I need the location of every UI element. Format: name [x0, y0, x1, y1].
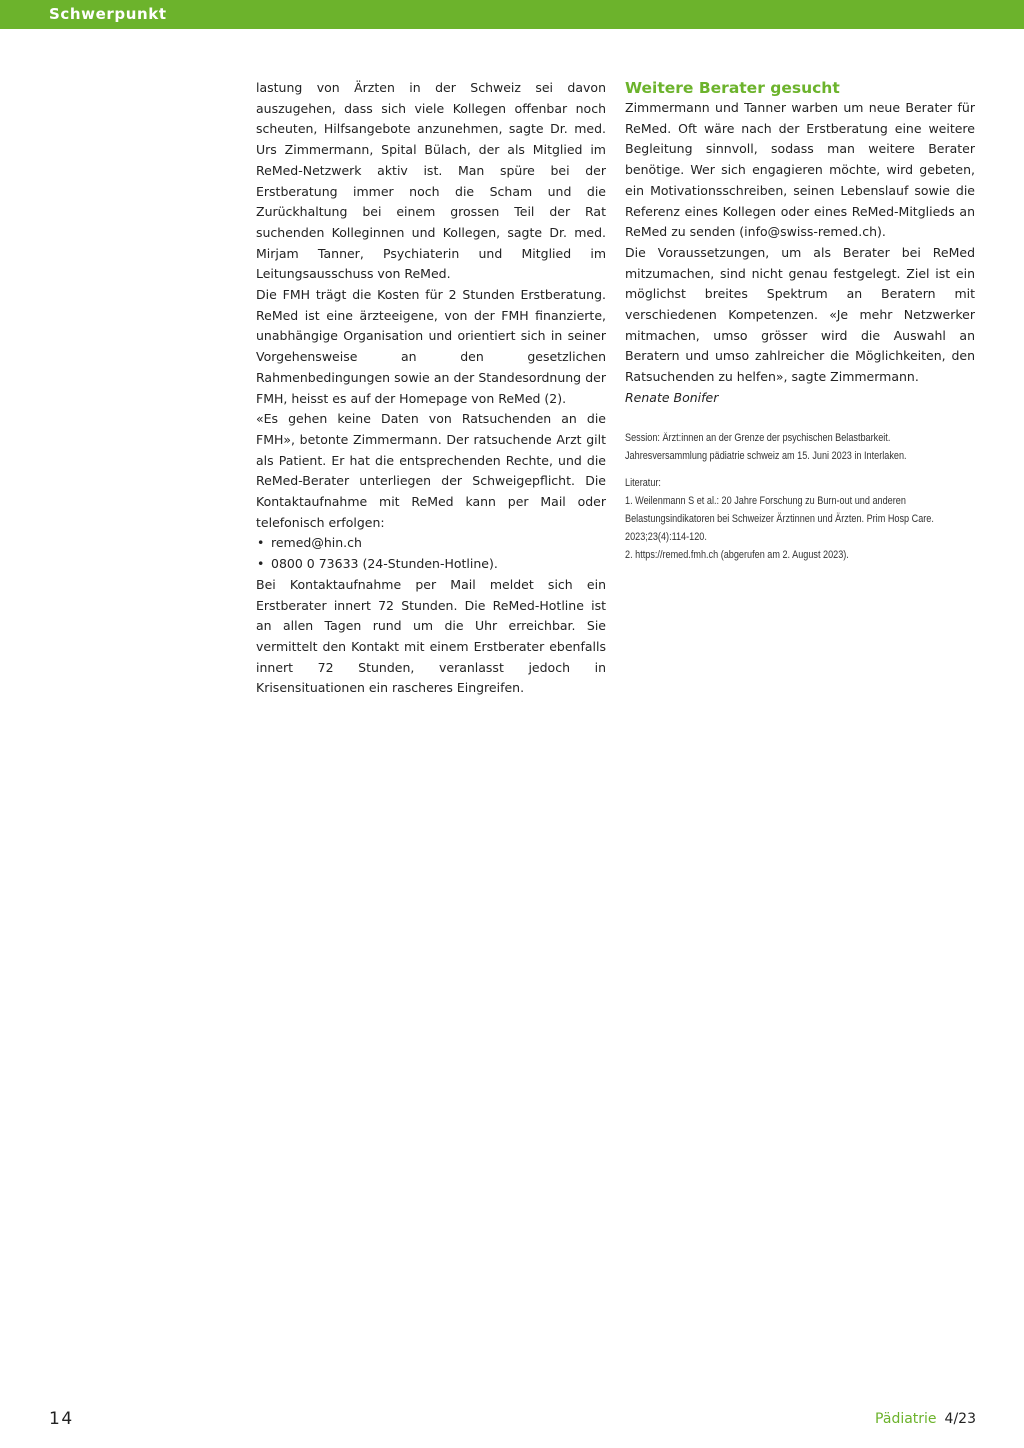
session-text: Session: Ärzt:innen an der Grenze der psychischen Belastbarkeit. Jahresversammlung pädiatrie schweiz am 15. Juni 2023 in Interlaken.: [625, 431, 907, 462]
paragraph: «Es gehen keine Daten von Ratsuchenden an die FMH», betonte Zimmermann. Der ratsuchende Arzt gilt als Patient. Er hat die entsprechenden Rechte, und die ReMed-Berater unterliegen der Schweigepflicht. Die Kontaktaufnahme mit ReMed kann per Mail oder telefonisch erfolgen:: [256, 411, 606, 530]
paragraph: Bei Kontaktaufnahme per Mail meldet sich ein Erstberater innert 72 Stunden. Die ReMed-Hotline ist an allen Tagen rund um die Uhr erreichbar. Sie vermittelt den Kontakt mit einem Erstberater ebenfalls innert 72 Stunden, veranlasst jedoch in Krisensituationen ein rascheres Eingreifen.: [256, 576, 606, 696]
paragraph: Die FMH trägt die Kosten für 2 Stunden Erstberatung. ReMed ist eine ärzteeigene, von der FMH finanzierte, unabhängige Organisation und orientiert sich in seiner Vorgehensweise an den gesetzlichen Rahmenbedingungen sowie an der Standesordnung der FMH, heisst es auf der Homepage von ReMed (2).: [256, 287, 606, 406]
left-column: [256, 78, 606, 699]
journal-footer: [875, 1411, 976, 1427]
header-bar: [0, 0, 1024, 29]
contact-email[interactable]: • remed@hin.ch: [256, 533, 606, 554]
page-number: 14: [49, 1409, 74, 1429]
paragraph: Zimmermann und Tanner warben um neue Berater für ReMed. Oft wäre nach der Erstberatung eine weitere Begleitung sinnvoll, sodass man weitere Berater benötige. Wer sich engagieren möchte, wird gebeten, ein Motivationsschreiben, seinen Lebenslauf sowie die Referenz eines Kollegen oder eines ReMed-Mitglieds an ReMed zu senden (info@swiss-remed.ch).: [625, 100, 975, 240]
section-label: Schwerpunkt: [49, 5, 167, 23]
journal-name: Pädiatrie: [875, 1411, 937, 1427]
section-heading: Weitere Berater gesucht: [625, 79, 840, 97]
author-name: Renate Bonifer: [625, 389, 719, 405]
contact-hotline: • 0800 0 73633 (24-Stunden-Hotline).: [256, 554, 606, 575]
literature-block: [625, 474, 974, 564]
session-note: [625, 429, 974, 465]
contact-list: [256, 533, 606, 574]
journal-issue: 4/23: [944, 1411, 976, 1427]
paragraph: Die Voraussetzungen, um als Berater bei ReMed mitzumachen, sind nicht genau festgelegt. Ziel ist ein möglichst breites Spektrum an Beratern mit verschiedenen Kompetenzen. «Je mehr Netzwerker mitmachen, umso grösser wird die Auswahl an Beratern und umso zahlreicher die Möglichkeiten, den Ratsuchenden zu helfen», sagte Zimmermann.: [625, 244, 975, 385]
right-column: [625, 78, 975, 564]
paragraph: lastung von Ärzten in der Schweiz sei davon auszugehen, dass sich viele Kollegen offenbar noch scheuten, Hilfsangebote anzunehmen, sagte Dr. med. Urs Zimmermann, Spital Bülach, der als Mitglied im ReMed-Netzwerk aktiv ist. Man spüre bei der Erstberatung immer noch die Scham und die Zurückhaltung bei einem grossen Teil der Rat suchenden Kolleginnen und Kollegen, sagte Dr. med. Mirjam Tanner, Psychiaterin und Mitglied im Leitungsausschuss von ReMed.: [256, 80, 606, 282]
literature-label: Literatur:: [625, 476, 661, 489]
reference-item: 1. Weilenmann S et al.: 20 Jahre Forschung zu Burn-out und anderen Belastungsindikatoren bei Schweizer Ärztinnen und Ärzten. Prim Hosp Care. 2023;23(4):114-120.: [625, 494, 934, 543]
reference-item[interactable]: 2. https://remed.fmh.ch (abgerufen am 2. August 2023).: [625, 548, 849, 561]
